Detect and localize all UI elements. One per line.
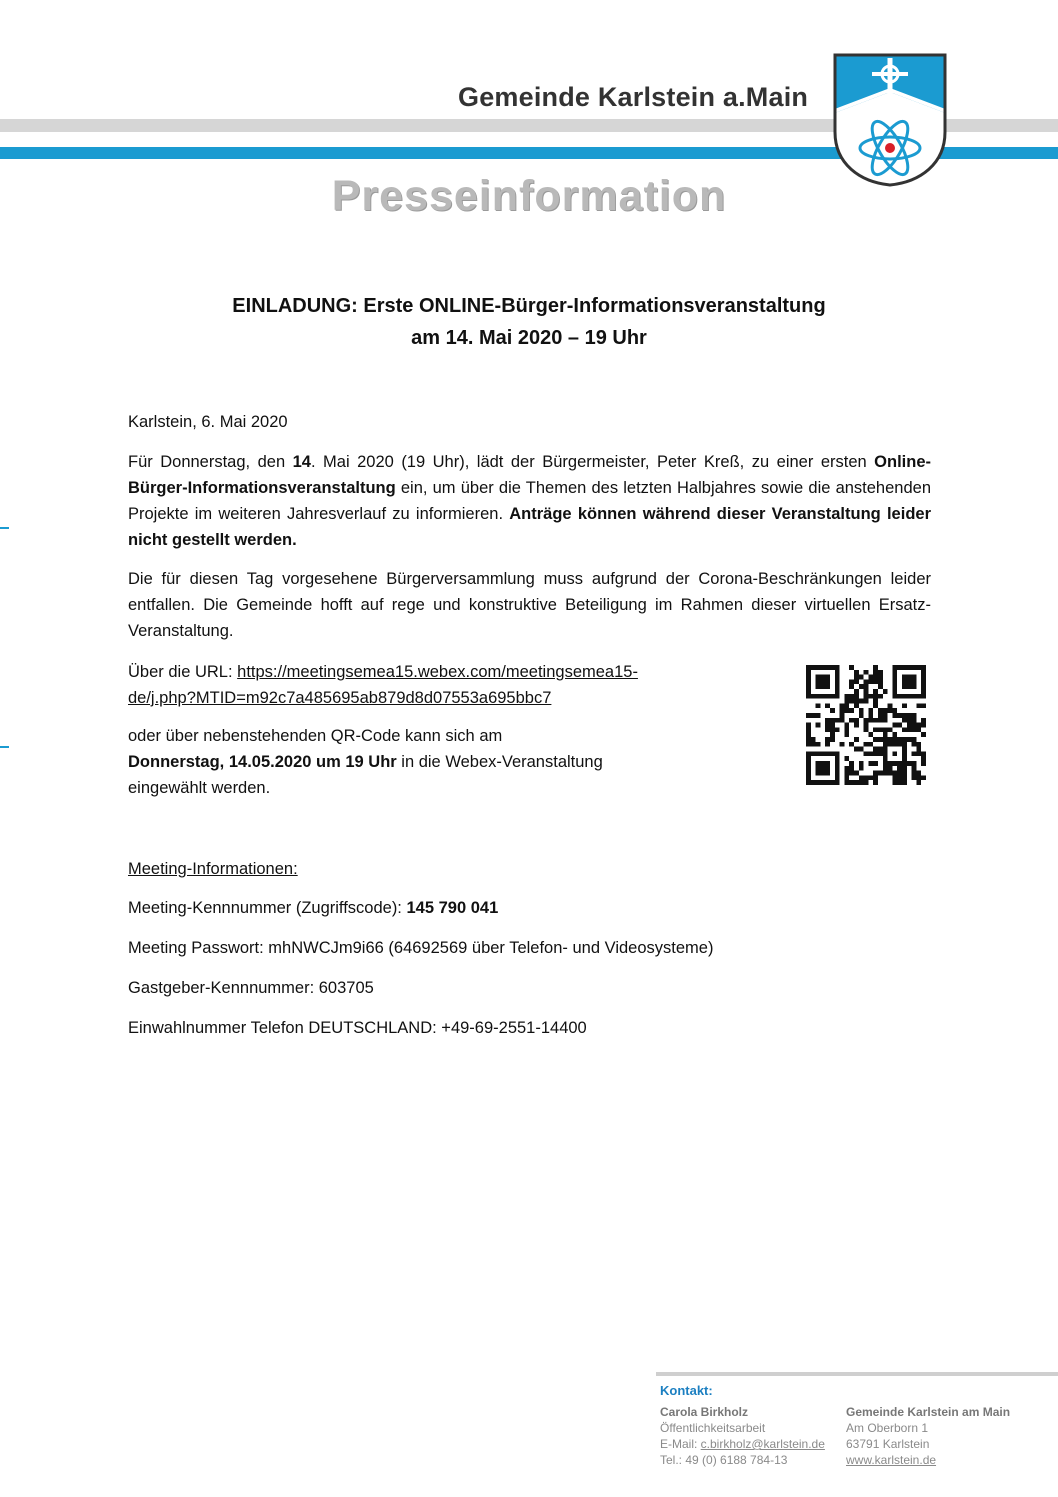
footer-divider <box>656 1372 1058 1376</box>
headline-line-2: am 14. Mai 2020 – 19 Uhr <box>411 327 647 349</box>
headline-line-1: EINLADUNG: Erste ONLINE-Bürger-Informationsveranstaltung <box>232 295 826 317</box>
meeting-number: Meeting-Kennnummer (Zugriffscode): 145 790 041 <box>128 899 499 917</box>
contact-email-link[interactable]: c.birkholz@karlstein.de <box>700 1437 825 1451</box>
url-paragraph: Über die URL: https://meetingsemea15.webex.com/meetingsemea15- de/j.php?MTID=m92c7a485695ab879d8d07553a695bbc7 <box>128 663 638 707</box>
dial-in-number: Einwahlnummer Telefon DEUTSCHLAND: +49-69-2551-14400 <box>128 1019 587 1037</box>
webex-url-link[interactable]: https://meetingsemea15.webex.com/meetingsemea15- <box>237 663 638 681</box>
meeting-info-heading: Meeting-Informationen: <box>128 860 298 878</box>
meeting-password: Meeting Passwort: mhNWCJm9i66 (64692569 über Telefon- und Videosysteme) <box>128 939 714 957</box>
fold-mark <box>0 746 9 748</box>
document-type-title: Presseinformation <box>331 172 727 220</box>
qr-paragraph: oder über nebenstehenden QR-Code kann sich am Donnerstag, 14.05.2020 um 19 Uhr in die Webex-Veranstaltung eingewählt werden. <box>128 727 603 797</box>
fold-mark <box>0 527 9 529</box>
paragraph-cancellation: Die für diesen Tag vorgesehene Bürgerversammlung muss aufgrund der Corona-Beschränkungen leider entfallen. Die Gemeinde hofft auf rege und konstruktive Beteiligung im Rahmen dieser virtuellen Ersatz-Veranstaltung. <box>128 570 931 640</box>
organization-name: Gemeinde Karlstein a.Main <box>458 82 809 112</box>
contact-person: Carola Birkholz Öffentlichkeitsarbeit E-Mail: c.birkholz@karlstein.de Tel.: 49 (0) 6188 784-13 <box>660 1405 825 1467</box>
contact-office: Gemeinde Karlstein am Main Am Oberborn 1 63791 Karlstein www.karlstein.de <box>846 1405 1011 1467</box>
municipal-coat-of-arms-icon <box>832 52 948 188</box>
paragraph-invitation: Für Donnerstag, den 14. Mai 2020 (19 Uhr), lädt der Bürgermeister, Peter Kreß, zu einer ersten Online-Bürger-Informationsveranstaltung ein, um über die Themen des letzten Halbjahres sowie die anstehenden Projekte im weiteren Jahresverlauf zu informieren. Anträge können während dieser Veranstaltung leider nicht gestellt werden. <box>128 453 931 549</box>
host-number: Gastgeber-Kennnummer: 603705 <box>128 979 374 997</box>
headline <box>0 290 1058 354</box>
dateline: Karlstein, 6. Mai 2020 <box>128 413 288 431</box>
contact-label: Kontakt: <box>660 1383 713 1398</box>
webex-url-link-continued[interactable]: de/j.php?MTID=m92c7a485695ab879d8d07553a695bbc7 <box>128 689 552 707</box>
qr-code-icon[interactable] <box>806 665 926 785</box>
website-link[interactable]: www.karlstein.de <box>846 1453 937 1467</box>
